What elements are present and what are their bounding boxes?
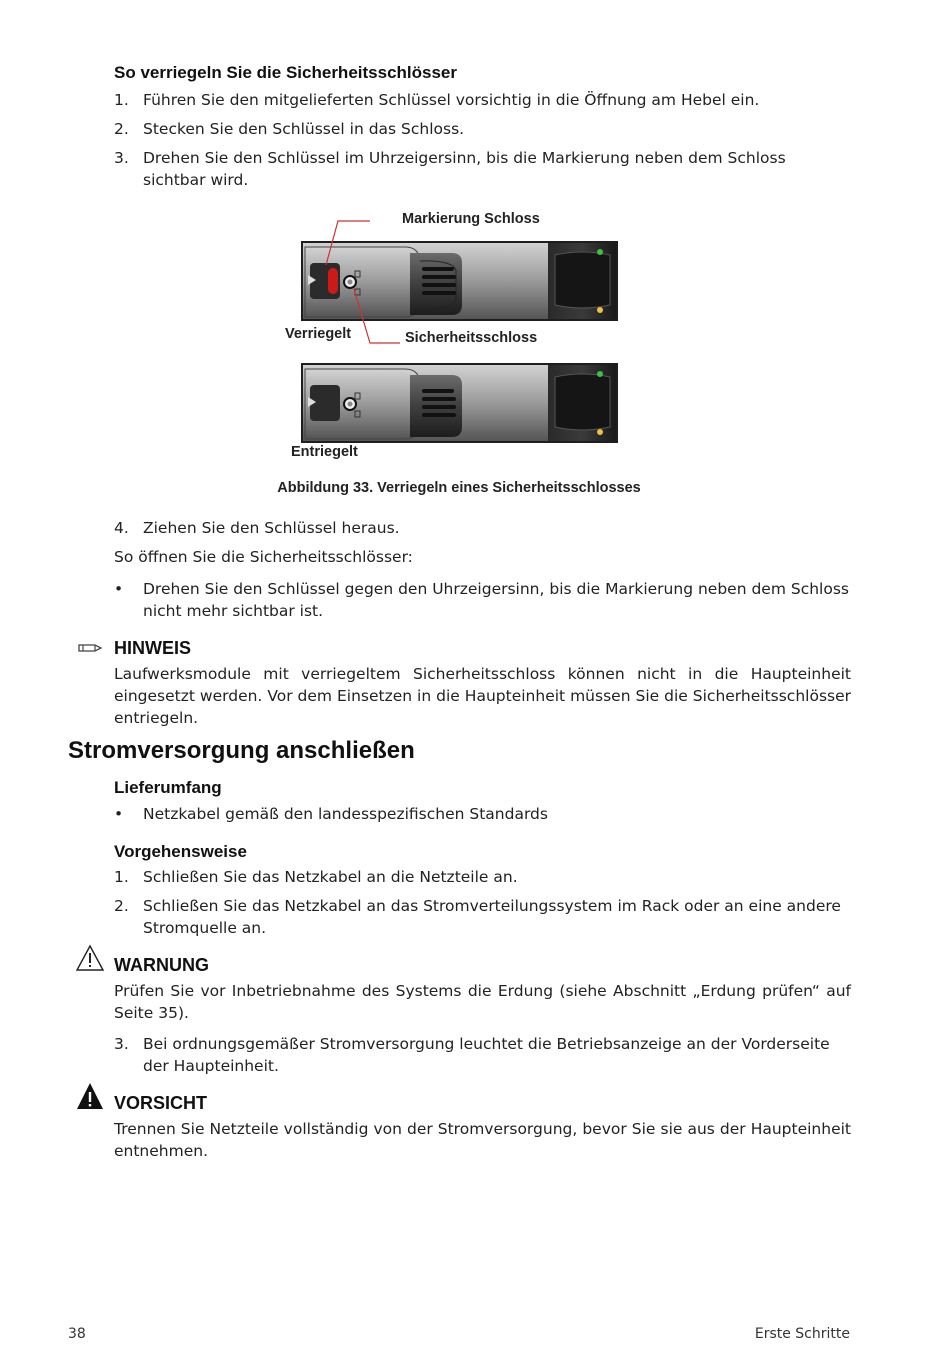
warning-text: Prüfen Sie vor Inbetriebnahme des Systems die Erdung (siehe Abschnitt „Erdung prüfen“ auf Seite 35). [114, 982, 851, 1022]
bullet-text: Drehen Sie den Schlüssel gegen den Uhrzeigersinn, bis die Markierung neben dem Schloss nicht mehr sichtbar ist. [143, 580, 849, 620]
scope-title: Lieferumfang [114, 778, 222, 797]
step-text: Bei ordnungsgemäßer Stromversorgung leuchtet die Betriebsanzeige an der Vorderseite der Haupteinheit. [143, 1035, 830, 1075]
hinweis-text: Laufwerksmodule mit verriegeltem Sicherheitsschloss können nicht in die Haupteinheit eingesetzt werden. Vor dem Einsetzen in die Haupteinheit müssen Sie die Sicherheitsschlösser entriegeln. [114, 665, 851, 727]
procedure-title: Vorgehensweise [114, 842, 247, 861]
caution-filled-icon [76, 1081, 104, 1111]
step-text: Schließen Sie das Netzkabel an die Netzteile an. [143, 868, 518, 886]
status-led-green [597, 249, 603, 255]
step-text: Ziehen Sie den Schlüssel heraus. [143, 519, 400, 537]
bullet: • [114, 805, 124, 823]
hinweis-title: HINWEIS [114, 638, 192, 658]
step-number: 4. [114, 519, 129, 537]
figure-caption: Abbildung 33. Verriegeln eines Sicherheitsschlosses [277, 480, 641, 496]
lock-marker [328, 268, 338, 294]
step-text: Führen Sie den mitgelieferten Schlüssel vorsichtig in die Öffnung am Hebel ein. [143, 91, 760, 109]
step-number: 3. [114, 1035, 129, 1053]
page-number: 38 [68, 1326, 86, 1342]
status-led-green [597, 371, 603, 377]
open-intro: So öffnen Sie die Sicherheitsschlösser: [114, 548, 413, 566]
step-number: 2. [114, 897, 129, 915]
drive-module-unlocked [301, 363, 618, 443]
lock-section-title: So verriegeln Sie die Sicherheitsschlösser [114, 63, 457, 82]
caution-text: Trennen Sie Netzteile vollständig von der Stromversorgung, bevor Sie sie aus der Haupteinheit entnehmen. [114, 1120, 851, 1160]
bullet-text: Netzkabel gemäß den landesspezifischen Standards [143, 805, 548, 823]
bullet: • [114, 580, 124, 598]
drive-module-locked [301, 241, 618, 321]
label-locked: Verriegelt [285, 326, 352, 342]
section-title: Stromversorgung anschließen [68, 737, 415, 764]
caution-title: VORSICHT [114, 1093, 208, 1113]
label-marking: Markierung Schloss [402, 211, 540, 227]
pencil-icon [77, 640, 103, 656]
step-number: 1. [114, 868, 129, 886]
step-number: 2. [114, 120, 129, 138]
step-text: Drehen Sie den Schlüssel im Uhrzeigersinn, bis die Markierung neben dem Schloss sichtbar wird. [143, 149, 786, 189]
status-led-amber [597, 307, 603, 313]
step-text: Stecken Sie den Schlüssel in das Schloss. [143, 120, 465, 138]
step-number: 1. [114, 91, 129, 109]
chapter-name: Erste Schritte [754, 1326, 850, 1342]
warning-title: WARNUNG [114, 955, 209, 975]
label-security-lock: Sicherheitsschloss [405, 330, 538, 346]
status-led-amber [597, 429, 603, 435]
label-unlocked: Entriegelt [291, 444, 358, 460]
step-text: Schließen Sie das Netzkabel an das Stromverteilungssystem im Rack oder an eine andere Stromquelle an. [143, 897, 841, 937]
step-number: 3. [114, 149, 129, 167]
warning-outline-icon [76, 944, 104, 972]
